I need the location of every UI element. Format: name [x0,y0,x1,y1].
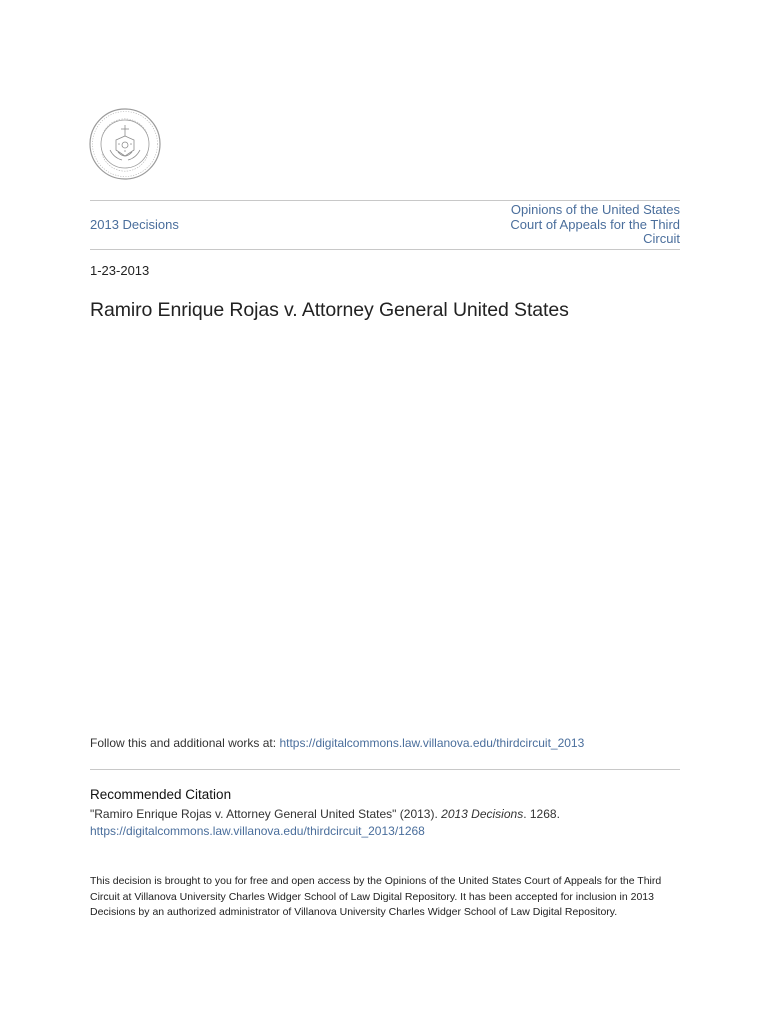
follow-line [90,736,584,750]
citation-series: 2013 Decisions [441,807,524,821]
citation-link[interactable]: https://digitalcommons.law.villanova.edu/thirdcircuit_2013/1268 [90,824,425,838]
collection-link[interactable]: Opinions of the United States Court of Appeals for the Third Circuit [510,202,680,246]
access-notice: This decision is brought to you for free and open access by the Opinions of the United States Court of Appeals for the Third Circuit at Villanova University Charles Widger School of Law Digital Repository. It has been accepted for inclusion in 2013 Decisions by an authorized administrator of Villanova University Charles Widger School of Law Digital Repository. [90,875,662,918]
publication-date: 1-23-2013 [90,263,150,278]
citation-heading: Recommended Citation [90,787,232,802]
citation-text [90,806,560,840]
citation-title: "Ramiro Enrique Rojas v. Attorney General United States" (2013). [90,807,442,821]
header-bar [90,200,680,250]
series-link[interactable]: 2013 Decisions [90,217,179,232]
document-title: Ramiro Enrique Rojas v. Attorney General United States [90,299,569,321]
citation-number: . 1268. [523,807,560,821]
follow-prefix: Follow this and additional works at: [90,736,280,750]
section-divider [90,769,680,770]
follow-link[interactable]: https://digitalcommons.law.villanova.edu/thirdcircuit_2013 [279,736,585,750]
university-seal-icon [88,106,162,182]
